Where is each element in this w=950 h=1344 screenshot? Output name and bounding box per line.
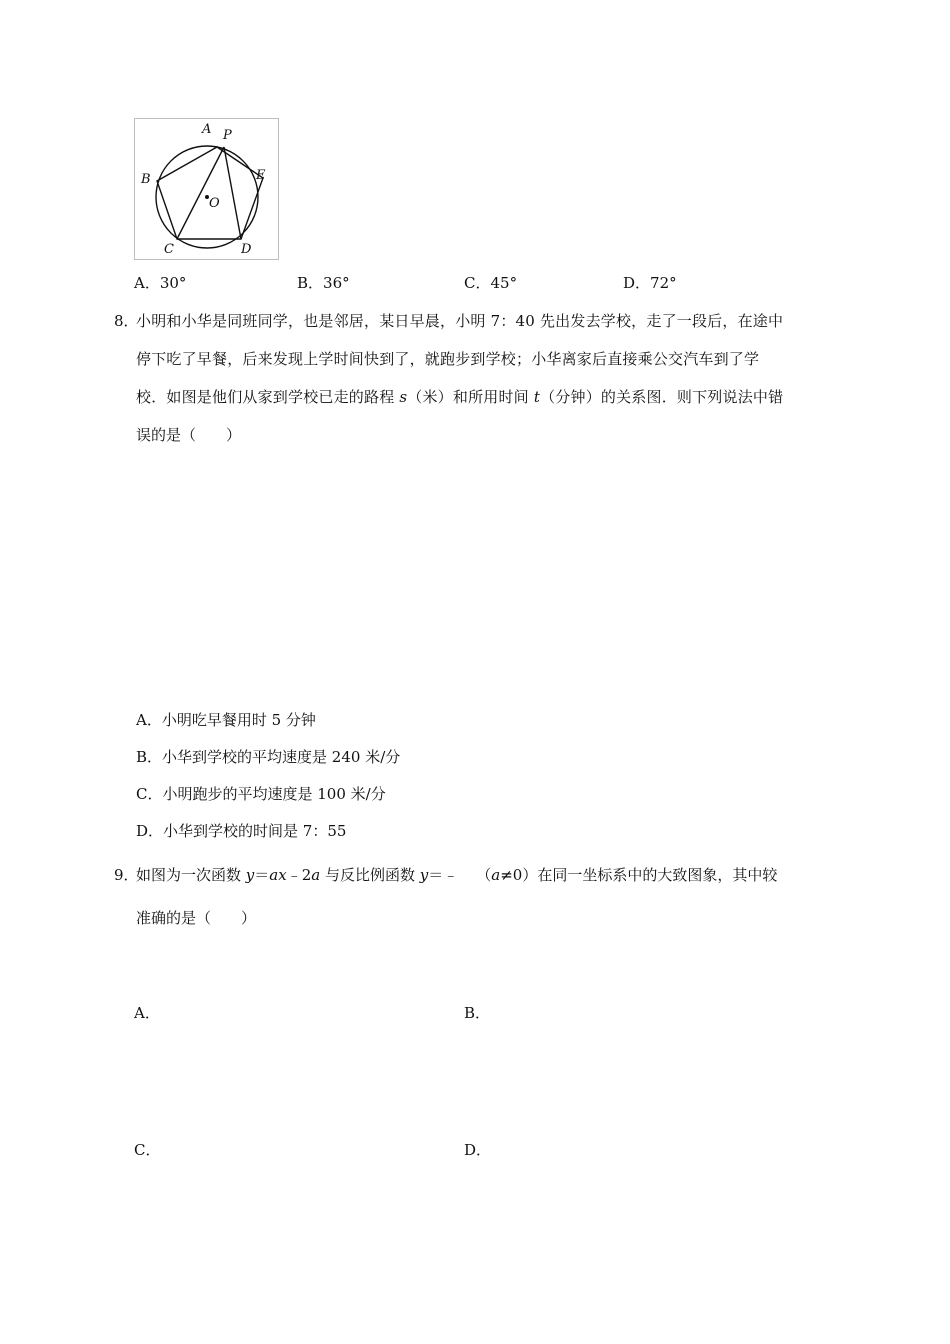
option-letter: C． (136, 785, 163, 803)
variable-ax: ax (269, 866, 287, 884)
variable-y: y (245, 866, 255, 884)
text-segment: ＝﹣ (428, 866, 459, 884)
segment-pc (177, 147, 224, 239)
option-text: 小明跑步的平均速度是 100 米/分 (162, 785, 386, 803)
text-segment: 校．如图是他们从家到学校已走的路程 (136, 388, 400, 406)
q8-stem-line-3 (136, 386, 783, 407)
text-segment: ＝ (254, 866, 270, 884)
q7-figure (134, 118, 279, 260)
text-segment: （分钟）的关系图．则下列说法中错 (540, 388, 784, 406)
variable-s: s (399, 388, 408, 406)
q8-option-d[interactable] (136, 820, 346, 841)
q9-option-c[interactable]: C． (134, 1141, 161, 1159)
q8-stem-line-2: 停下吃了早餐，后来发现上学时间快到了，就跑步到学校；小华离家后直接乘公交汽车到了学 (136, 350, 760, 368)
text-segment: ≠0）在同一坐标系中的大致图象，其中较 (500, 866, 778, 884)
option-letter: A． (136, 711, 162, 729)
q9-option-b[interactable]: B． (464, 1004, 491, 1022)
point-label-e: E (256, 168, 266, 183)
q8-option-b[interactable] (136, 746, 400, 767)
point-label-c: C (164, 242, 174, 257)
option-letter: A． (134, 274, 160, 292)
point-label-b: B (141, 172, 151, 187)
option-text: 72° (650, 274, 677, 292)
text-segment: （米）和所用时间 (407, 388, 534, 406)
q7-option-a[interactable] (134, 272, 186, 293)
q8-number: 8． (114, 312, 139, 330)
option-text: 30° (159, 274, 187, 292)
q9-stem-line-2: 准确的是（ ） (136, 909, 257, 927)
option-text: 小华到学校的平均速度是 240 米/分 (162, 748, 401, 766)
point-label-d: D (241, 242, 252, 257)
option-letter: B． (136, 748, 163, 766)
variable-y: y (419, 866, 429, 884)
option-text: 小明吃早餐用时 5 分钟 (161, 711, 316, 729)
q7-option-c[interactable] (464, 272, 517, 293)
pentagon-circle-diagram (135, 119, 278, 259)
q7-option-b[interactable] (297, 272, 350, 293)
option-letter: D． (623, 274, 651, 292)
q9-stem-line-1 (136, 864, 777, 885)
text-segment: 如图为一次函数 (136, 866, 246, 884)
option-text: 45° (490, 274, 518, 292)
q9-number: 9． (114, 866, 139, 884)
q9-option-d[interactable]: D． (464, 1141, 492, 1159)
text-segment: 与反比例函数 (320, 866, 420, 884)
q8-stem-line-1: 小明和小华是同班同学，也是邻居，某日早晨，小明 7：40 先出发去学校，走了一段后，在途中 (136, 312, 784, 330)
q9-option-a[interactable]: A． (134, 1004, 160, 1022)
option-letter: B． (297, 274, 324, 292)
q7-option-d[interactable] (623, 272, 677, 293)
option-text: 小华到学校的时间是 7：55 (163, 822, 347, 840)
point-label-o: O (209, 196, 220, 211)
option-letter: D． (136, 822, 164, 840)
variable-a: a (491, 866, 501, 884)
q8-option-c[interactable] (136, 783, 386, 804)
q8-option-a[interactable] (136, 709, 316, 730)
pentagon-abcde (157, 147, 263, 239)
point-label-a: A (202, 122, 212, 137)
point-label-p: P (223, 128, 232, 143)
q8-stem-line-4: 误的是（ ） (136, 426, 242, 444)
text-segment: ﹣2 (286, 866, 312, 884)
option-letter: C． (464, 274, 491, 292)
text-segment: （ (476, 866, 492, 884)
variable-a: a (311, 866, 321, 884)
variable-t: t (533, 388, 541, 406)
option-text: 36° (323, 274, 350, 292)
